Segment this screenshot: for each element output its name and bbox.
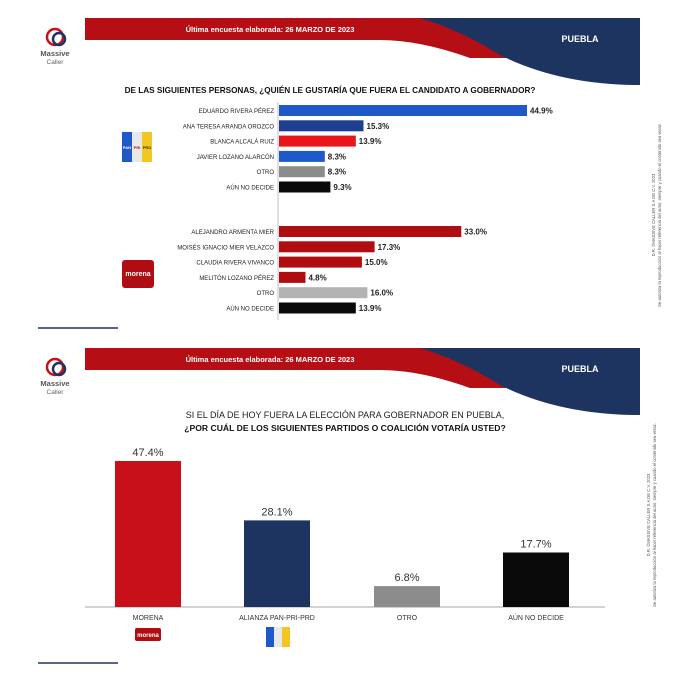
bar — [279, 272, 306, 283]
column — [115, 461, 181, 607]
bar-value-label: 8.3% — [327, 152, 347, 162]
svg-text:morena: morena — [125, 271, 151, 278]
parties-figure — [0, 345, 680, 680]
bar-category-label: OTRO — [256, 291, 274, 298]
bar-category-label: ALEJANDRO ARMENTA MIER — [191, 230, 274, 236]
bar-value-label: 15.0% — [364, 258, 388, 268]
region-label-2: PUEBLA — [561, 364, 599, 374]
chart-title-line1: SI EL DÍA DE HOY FUERA LA ELECCIÓN PARA GOBERNADOR EN PUEBLA, — [185, 410, 505, 420]
svg-text:PAN: PAN — [122, 145, 132, 150]
horizontal-bars — [177, 105, 552, 314]
svg-text:PRI: PRI — [133, 145, 141, 150]
bar-category-label: AÚN NO DECIDE — [226, 185, 274, 192]
bar — [279, 303, 356, 314]
bar-value-label: 4.8% — [308, 273, 327, 283]
bar — [279, 182, 330, 193]
bar-category-label: EDUARDO RIVERA PÉREZ — [198, 109, 274, 115]
svg-text:Se autoriza la reproducción al: Se autoriza la reproducción al hacer referencia del autor, siempre y cuando el contenido sea veraz. — [657, 123, 662, 307]
svg-text:D.R. ©MASSIVE CALLER S.A DE C.: D.R. ©MASSIVE CALLER S.A DE C.V. 2023 — [651, 173, 656, 257]
vertical-bars — [115, 447, 569, 622]
alliance-party-logo-2 — [266, 627, 290, 647]
column — [374, 586, 440, 607]
column — [503, 553, 569, 608]
bar-value-label: 17.3% — [377, 242, 401, 252]
bar-value-label: 33.0% — [464, 227, 487, 237]
bar — [279, 120, 364, 131]
candidates-figure — [0, 0, 680, 335]
bar-category-label: OTRO — [256, 170, 274, 177]
bar-category-label: CLAUDIA RIVERA VIVANCO — [196, 260, 274, 267]
bar-category-label: AÚN NO DECIDE — [226, 306, 274, 313]
bar-category-label: JAVIER LOZANO ALARCÓN — [196, 154, 274, 161]
bar — [279, 166, 325, 177]
panel-parties — [0, 345, 680, 680]
alliance-party-logo — [122, 132, 152, 162]
column — [244, 520, 310, 607]
bar-category-label: MELITÓN LOZANO PÉREZ — [199, 275, 274, 282]
bar — [279, 105, 527, 116]
bar-value-label: 9.3% — [333, 183, 352, 192]
svg-text:Massive: Massive — [40, 49, 70, 58]
column-value-label: 6.8% — [394, 572, 420, 585]
morena-party-logo — [122, 260, 154, 288]
column-category-label: MORENA — [132, 615, 164, 622]
svg-text:Caller: Caller — [46, 59, 64, 66]
column-value-label: 47.4% — [132, 447, 164, 459]
svg-text:Se autoriza la reproducción al: Se autoriza la reproducción al hacer referencia del autor, siempre y cuando el contenido sea veraz. — [652, 423, 657, 607]
bar-value-label: 13.9% — [358, 304, 382, 313]
bar-value-label: 16.0% — [370, 288, 394, 298]
banner-text: Última encuesta elaborada: 26 MARZO DE 2023 — [185, 25, 355, 34]
column-value-label: 28.1% — [261, 506, 293, 519]
svg-text:Caller: Caller — [46, 389, 64, 396]
svg-text:D.R. ©MASSIVE CALLER S.A DE C.: D.R. ©MASSIVE CALLER S.A DE C.V. 2023 — [646, 473, 651, 557]
chart-title: DE LAS SIGUIENTES PERSONAS, ¿QUIÉN LE GUSTARÍA QUE FUERA EL CANDIDATO A GOBERNADOR? — [124, 86, 536, 95]
region-label: PUEBLA — [561, 34, 599, 44]
column-value-label: 17.7% — [520, 538, 552, 551]
bar — [279, 257, 362, 268]
bar — [279, 136, 356, 147]
svg-text:morena: morena — [137, 633, 159, 639]
massive-caller-logo — [40, 29, 69, 66]
massive-caller-logo-2 — [40, 359, 69, 396]
morena-party-logo-2 — [135, 628, 161, 641]
bar — [279, 151, 325, 162]
column-category-label: ALIANZA PAN-PRI-PRD — [239, 615, 315, 622]
bar — [279, 241, 375, 252]
bar-category-label: MOISÉS IGNACIO MIER VELAZCO — [177, 245, 274, 252]
panel-candidates — [0, 0, 680, 335]
bar-value-label: 13.9% — [358, 137, 382, 147]
bar-value-label: 8.3% — [327, 167, 347, 177]
side-copyright — [651, 123, 662, 307]
svg-text:PRD: PRD — [142, 145, 152, 150]
bar-category-label: ANA TERESA ARANDA OROZCO — [182, 124, 274, 131]
svg-text:Massive: Massive — [40, 379, 70, 388]
side-copyright-2 — [646, 423, 657, 607]
banner-text-2: Última encuesta elaborada: 26 MARZO DE 2023 — [185, 355, 355, 364]
bar — [279, 287, 367, 298]
column-category-label: AÚN NO DECIDE — [508, 615, 564, 622]
column-category-label: OTRO — [396, 615, 418, 622]
bar-value-label: 15.3% — [366, 121, 390, 131]
bar — [279, 226, 461, 237]
bar-value-label: 44.9% — [530, 106, 553, 116]
chart-title-line2: ¿POR CUÁL DE LOS SIGUIENTES PARTIDOS O COALICIÓN VOTARÍA USTED? — [184, 423, 506, 433]
bar-category-label: BLANCA ALCALÁ RUIZ — [210, 139, 274, 146]
